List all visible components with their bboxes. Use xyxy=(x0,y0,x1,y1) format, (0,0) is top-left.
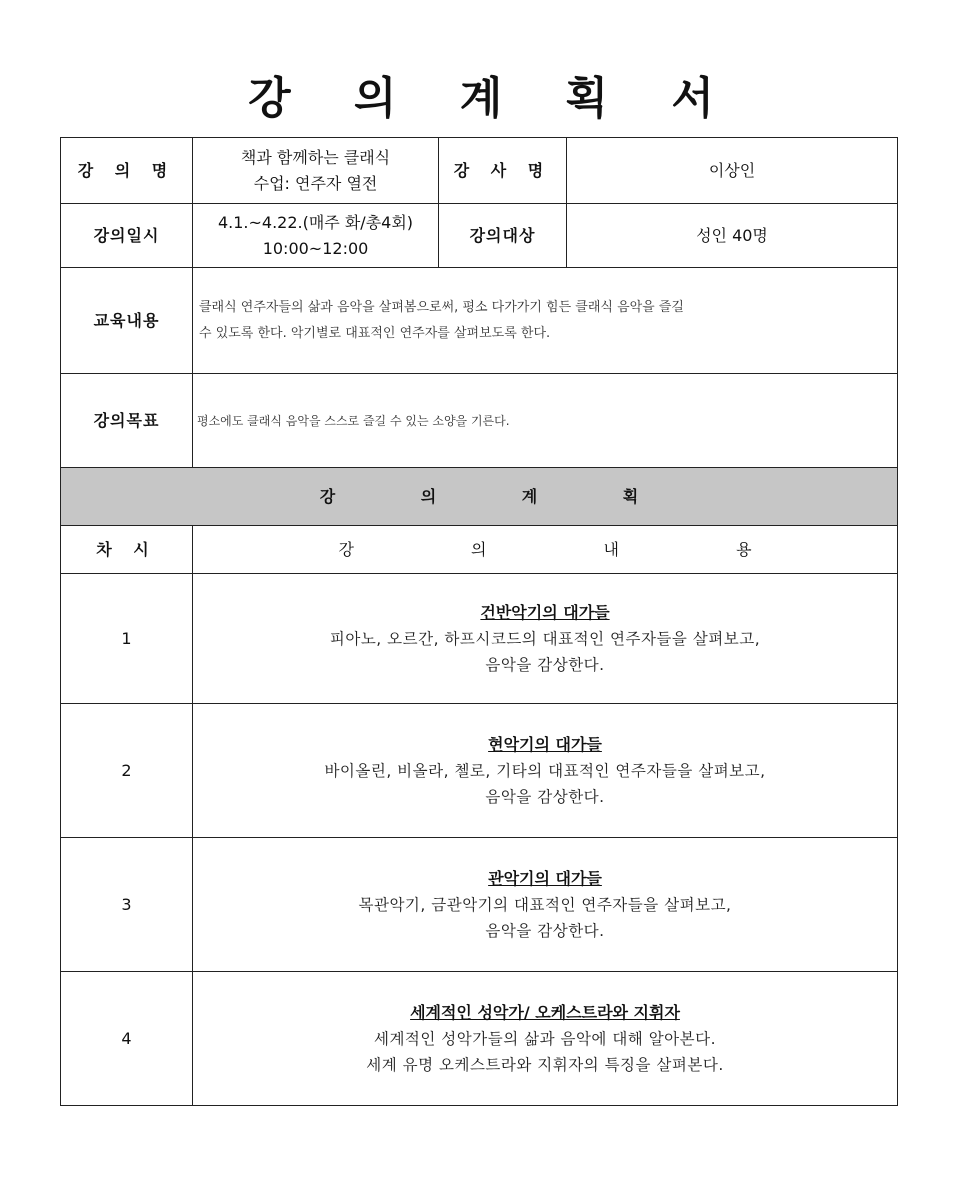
date-label: 강의일시 xyxy=(61,204,193,268)
course-name-line2: 수업: 연주자 열전 xyxy=(253,173,378,193)
content-header: 강 의 내 용 xyxy=(193,526,898,574)
session-line1: 피아노, 오르간, 하프시코드의 대표적인 연주자들을 살펴보고, xyxy=(329,629,761,648)
session-line1: 목관악기, 금관악기의 대표적인 연주자들을 살펴보고, xyxy=(358,895,732,914)
goal-label: 강의목표 xyxy=(61,374,193,468)
session-topic: 관악기의 대가들 xyxy=(488,868,602,888)
session-content xyxy=(193,972,898,1106)
session-row xyxy=(61,574,898,704)
session-row xyxy=(61,704,898,838)
session-number: 2 xyxy=(61,704,193,838)
session-line1: 바이올린, 비올라, 첼로, 기타의 대표적인 연주자들을 살펴보고, xyxy=(324,761,766,780)
instructor-label: 강 사 명 xyxy=(439,138,567,204)
course-name-label: 강 의 명 xyxy=(61,138,193,204)
session-topic: 세계적인 성악가/ 오케스트라와 지휘자 xyxy=(410,1002,680,1022)
audience-label: 강의대상 xyxy=(439,204,567,268)
session-content xyxy=(193,838,898,972)
session-content xyxy=(193,574,898,704)
session-row xyxy=(61,972,898,1106)
session-row xyxy=(61,838,898,972)
session-number: 1 xyxy=(61,574,193,704)
session-topic: 건반악기의 대가들 xyxy=(480,602,610,622)
session-number: 4 xyxy=(61,972,193,1106)
date-line2: 10:00~12:00 xyxy=(262,238,369,258)
session-content xyxy=(193,704,898,838)
session-header: 차 시 xyxy=(61,526,193,574)
row-goal xyxy=(61,374,898,468)
content-label: 교육내용 xyxy=(61,268,193,374)
plan-band-title: 강 의 계 획 xyxy=(61,468,898,526)
session-line2: 음악을 감상한다. xyxy=(485,921,605,940)
row-plan-band xyxy=(61,468,898,526)
lecture-plan-table xyxy=(60,137,898,1106)
content-value xyxy=(193,268,898,374)
row-date xyxy=(61,204,898,268)
date-line1: 4.1.~4.22.(매주 화/총4회) xyxy=(217,212,414,232)
goal-value: 평소에도 클래식 음악을 스스로 즐길 수 있는 소양을 기른다. xyxy=(193,374,898,468)
session-line2: 음악을 감상한다. xyxy=(485,655,605,674)
date-value xyxy=(193,204,439,268)
content-line1: 클래식 연주자들의 삶과 음악을 살펴봄으로써, 평소 다가가기 힘든 클래식 음악을 즐길 xyxy=(199,299,684,315)
row-plan-header xyxy=(61,526,898,574)
session-line1: 세계적인 성악가들의 삶과 음악에 대해 알아본다. xyxy=(373,1029,717,1048)
instructor-value: 이상인 xyxy=(567,138,898,204)
row-content xyxy=(61,268,898,374)
content-line2: 수 있도록 한다. 악기별로 대표적인 연주자를 살펴보도록 한다. xyxy=(199,325,551,341)
course-name-value xyxy=(193,138,439,204)
document-title: 강 의 계 획 서 xyxy=(248,73,738,124)
session-number: 3 xyxy=(61,838,193,972)
session-line2: 음악을 감상한다. xyxy=(485,787,605,806)
row-course-name xyxy=(61,138,898,204)
audience-value: 성인 40명 xyxy=(567,204,898,268)
session-topic: 현악기의 대가들 xyxy=(488,734,602,754)
session-line2: 세계 유명 오케스트라와 지휘자의 특징을 살펴본다. xyxy=(366,1055,724,1074)
course-name-line1: 책과 함께하는 클래식 xyxy=(240,147,391,167)
